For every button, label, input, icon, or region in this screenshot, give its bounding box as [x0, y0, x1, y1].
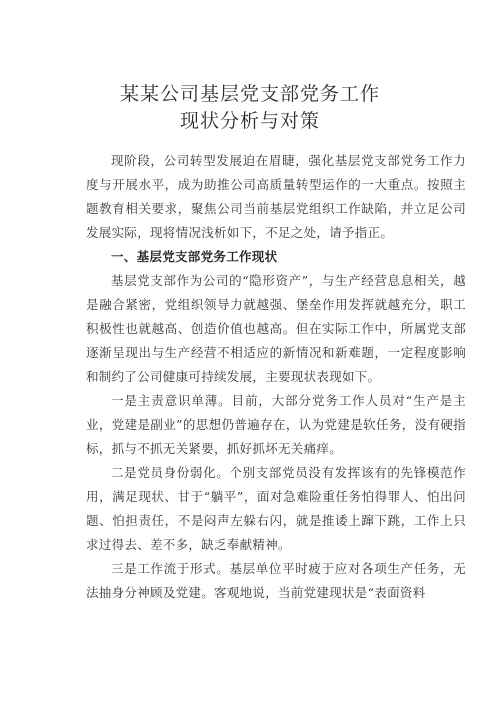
document-title-line-2: 现状分析与对策	[179, 110, 320, 132]
document-title-line-1: 某某公司基层党支部党务工作	[119, 83, 380, 105]
document-body	[86, 149, 466, 605]
section-heading: 一、基层党支部党务工作现状	[111, 249, 278, 264]
body-paragraph: 基层党支部作为公司的“隐形资产”，与生产经营息息相关，越是融合紧密，党组织领导力就越强、堡垒作用发挥就越充分，职工积极性也就越高、创造价值也越高。但在实际工作中，所属党支部逐渐呈现出与生产经营不相适应的新情况和新难题，一定程度影响和制约了公司健康可持续发展，主要现状表现如下。	[86, 273, 466, 384]
body-paragraph: 三是工作流于形式。基层单位平时疲于应对各项生产任务，无法抽身分神顾及党建。客观地说，当前党建现状是“表面资料	[86, 561, 466, 600]
body-paragraph: 二是党员身份弱化。个别支部党员没有发挥该有的先锋模范作用，满足现状、甘于“躺平”，面对急难险重任务怕得罪人、怕出问题、怕担责任，不是闷声左躲右闪，就是推诿上蹿下跳，工作上只求过得去、差不多，缺乏奉献精神。	[86, 465, 466, 552]
body-paragraph: 一是主责意识单薄。目前，大部分党务工作人员对“生产是主业，党建是副业”的思想仍普遍存在，认为党建是软任务，没有硬指标，抓与不抓无关紧要，抓好抓坏无关痛痒。	[86, 393, 466, 456]
intro-paragraph: 现阶段，公司转型发展迫在眉睫，强化基层党支部党务工作力度与开展水平，成为助推公司高质量转型运作的一大重点。按照主题教育相关要求，聚焦公司当前基层党组织工作缺陷，并立足公司发展实际，现将情况浅析如下，不足之处，请予指正。	[86, 153, 466, 240]
